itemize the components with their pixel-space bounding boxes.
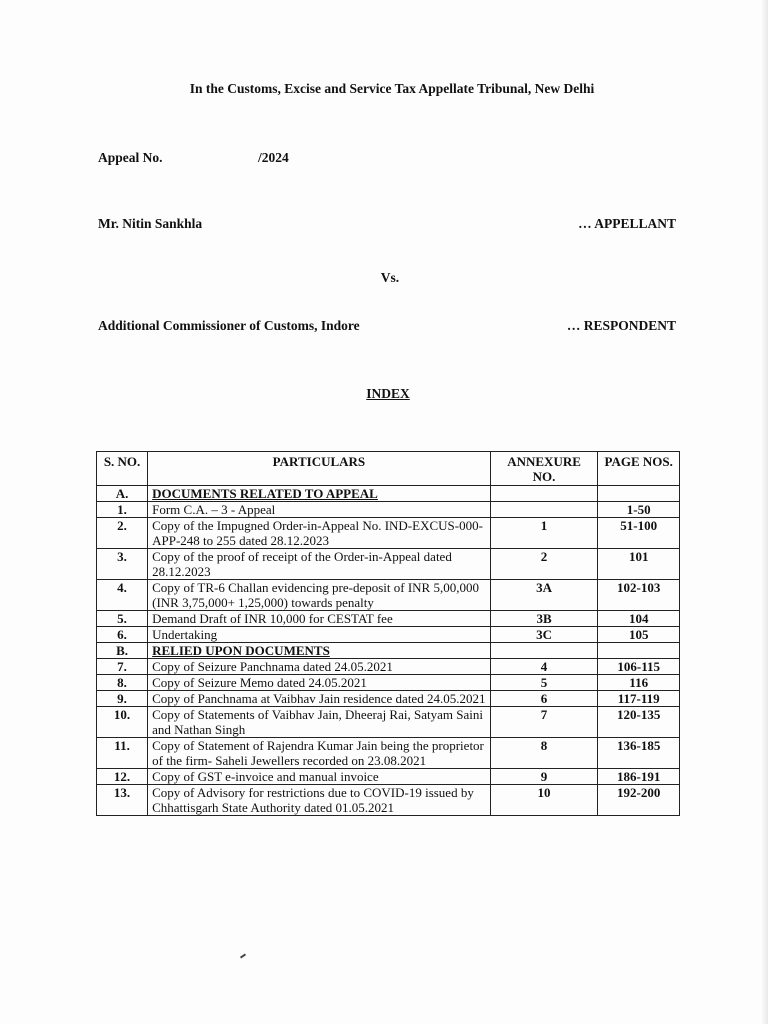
row-pages: 104: [598, 611, 680, 627]
table-row: [97, 738, 680, 769]
header-particulars: PARTICULARS: [148, 452, 491, 486]
section-a-pages: [598, 486, 680, 502]
stray-pen-mark: [240, 953, 246, 958]
row-pages: 136-185: [598, 738, 680, 769]
table-row: [97, 627, 680, 643]
row-sno: 9.: [97, 691, 148, 707]
tribunal-heading: In the Customs, Excise and Service Tax Appellate Tribunal, New Delhi: [189, 81, 595, 96]
row-particulars: Demand Draft of INR 10,000 for CESTAT fee: [148, 611, 491, 627]
respondent-role: … RESPONDENT: [566, 318, 676, 333]
scan-edge: [762, 0, 768, 1024]
section-b-annexure: [490, 643, 598, 659]
row-particulars: Copy of TR-6 Challan evidencing pre-deposit of INR 5,00,000 (INR 3,75,000+ 1,25,000) towards penalty: [148, 580, 491, 611]
row-pages: 192-200: [598, 785, 680, 816]
row-particulars: Undertaking: [148, 627, 491, 643]
row-pages: 51-100: [598, 518, 680, 549]
section-b-title: RELIED UPON DOCUMENTS: [148, 643, 491, 659]
row-sno: 8.: [97, 675, 148, 691]
row-sno: 2.: [97, 518, 148, 549]
row-particulars: Copy of Seizure Memo dated 24.05.2021: [148, 675, 491, 691]
table-row: [97, 769, 680, 785]
table-row: [97, 611, 680, 627]
row-sno: 1.: [97, 502, 148, 518]
row-pages: 117-119: [598, 691, 680, 707]
section-a-label: A.: [97, 486, 148, 502]
section-b-pages: [598, 643, 680, 659]
section-b-row: [97, 643, 680, 659]
row-particulars: Copy of Advisory for restrictions due to COVID-19 issued by Chhattisgarh State Authority dated 01.05.2021: [148, 785, 491, 816]
table-row: [97, 785, 680, 816]
row-sno: 5.: [97, 611, 148, 627]
row-pages: 106-115: [598, 659, 680, 675]
section-a-row: [97, 486, 680, 502]
index-title: INDEX: [366, 386, 410, 401]
row-annexure: 6: [490, 691, 598, 707]
row-pages: 102-103: [598, 580, 680, 611]
row-particulars: Form C.A. – 3 - Appeal: [148, 502, 491, 518]
row-pages: 1-50: [598, 502, 680, 518]
versus-label: Vs.: [380, 270, 400, 285]
row-pages: 186-191: [598, 769, 680, 785]
row-annexure: [490, 502, 598, 518]
row-annexure: 1: [490, 518, 598, 549]
row-sno: 7.: [97, 659, 148, 675]
appellant-name: Mr. Nitin Sankhla: [98, 216, 203, 231]
table-header-row: [97, 452, 680, 486]
appeal-number-year: /2024: [258, 150, 289, 165]
table-row: [97, 580, 680, 611]
row-particulars: Copy of Statements of Vaibhav Jain, Dheeraj Rai, Satyam Saini and Nathan Singh: [148, 707, 491, 738]
index-table: [96, 451, 680, 816]
row-annexure: 2: [490, 549, 598, 580]
row-pages: 105: [598, 627, 680, 643]
table-row: [97, 659, 680, 675]
table-row: [97, 518, 680, 549]
row-annexure: 4: [490, 659, 598, 675]
row-particulars: Copy of the proof of receipt of the Order-in-Appeal dated 28.12.2023: [148, 549, 491, 580]
row-sno: 6.: [97, 627, 148, 643]
row-particulars: Copy of GST e-invoice and manual invoice: [148, 769, 491, 785]
header-annexure: ANNEXURE NO.: [490, 452, 598, 486]
respondent-name: Additional Commissioner of Customs, Indore: [98, 318, 360, 333]
row-annexure: 10: [490, 785, 598, 816]
row-annexure: 8: [490, 738, 598, 769]
row-particulars: Copy of the Impugned Order-in-Appeal No. IND-EXCUS-000-APP-248 to 255 dated 28.12.2023: [148, 518, 491, 549]
row-particulars: Copy of Statement of Rajendra Kumar Jain being the proprietor of the firm- Saheli Jewellers recorded on 23.08.2021: [148, 738, 491, 769]
row-annexure: 9: [490, 769, 598, 785]
row-annexure: 3C: [490, 627, 598, 643]
table-row: [97, 549, 680, 580]
table-row: [97, 691, 680, 707]
row-sno: 3.: [97, 549, 148, 580]
row-annexure: 7: [490, 707, 598, 738]
row-pages: 101: [598, 549, 680, 580]
row-sno: 10.: [97, 707, 148, 738]
table-row: [97, 675, 680, 691]
index-table-body: [97, 486, 680, 816]
row-sno: 13.: [97, 785, 148, 816]
header-sno: S. NO.: [97, 452, 148, 486]
row-sno: 12.: [97, 769, 148, 785]
row-particulars: Copy of Panchnama at Vaibhav Jain residence dated 24.05.2021: [148, 691, 491, 707]
appeal-number-label: Appeal No.: [98, 150, 163, 165]
row-pages: 116: [598, 675, 680, 691]
row-annexure: 3B: [490, 611, 598, 627]
appellant-role: … APPELLANT: [578, 216, 676, 231]
section-b-label: B.: [97, 643, 148, 659]
section-a-title: DOCUMENTS RELATED TO APPEAL: [148, 486, 491, 502]
row-sno: 4.: [97, 580, 148, 611]
row-sno: 11.: [97, 738, 148, 769]
row-pages: 120-135: [598, 707, 680, 738]
table-row: [97, 707, 680, 738]
row-annexure: 3A: [490, 580, 598, 611]
row-annexure: 5: [490, 675, 598, 691]
row-particulars: Copy of Seizure Panchnama dated 24.05.2021: [148, 659, 491, 675]
section-a-annexure: [490, 486, 598, 502]
table-row: [97, 502, 680, 518]
header-pages: PAGE NOS.: [598, 452, 680, 486]
